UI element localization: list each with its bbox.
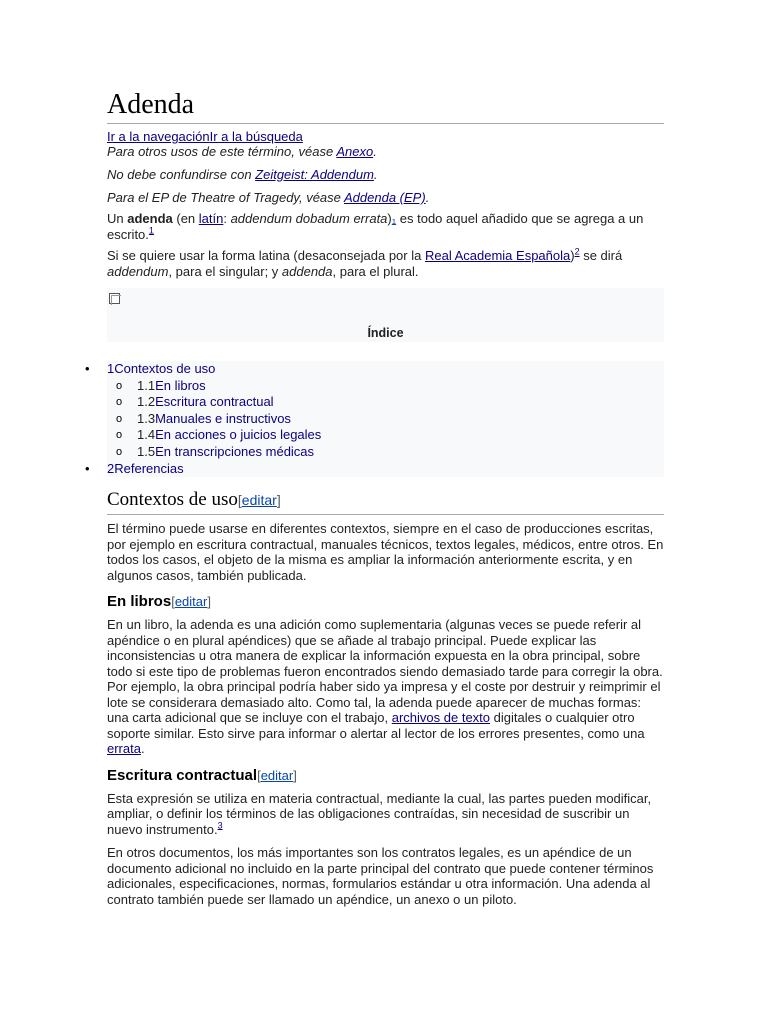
text: , para el singular; y [168,263,282,279]
hatnote-link-anexo[interactable]: Anexo [336,144,374,159]
toc-item-acciones[interactable] [107,427,664,444]
hatnote-link-zeitgeist[interactable]: Zeitgeist: Addendum [255,167,374,182]
libros-paragraph [107,617,664,757]
text: : [223,211,231,226]
text: . [140,741,145,757]
hatnote-text: . [373,167,378,182]
toc-label: En libros [155,377,206,393]
contractual-paragraph-2: En otros documentos, los más importantes son los contratos legales, es un apéndice de un documento adicional no incluido en la parte principal del contrato que puede contener términos adicionales, especificaciones, normas, formularios estándar u otra información. Una adenda al contrato también puede ser llamado un apéndice, un anexo o un piloto. [107,845,654,907]
toc-label: Referencias [114,460,184,476]
hatnote-link-addenda-ep[interactable]: Addenda (EP) [344,190,426,205]
text: ) [387,211,392,226]
heading-text: En libros [107,593,172,611]
text: Un [107,211,128,226]
jump-links [107,129,664,144]
text: digitales o cualquier otro soporte similar. Esto sirve para informar o alertar al lector de los errores presentes, como una [107,710,645,741]
italic-term: addenda [281,263,333,279]
edit-link[interactable]: editar [174,594,208,610]
reference-2[interactable]: 2 [574,246,580,257]
text: se dirá [579,248,623,263]
hatnote-confusion [107,167,664,182]
term-bold: adenda [127,211,173,226]
section-heading-contractual [107,767,664,785]
hatnote-text: . [425,190,430,205]
link-archivos-de-texto[interactable]: archivos de texto [391,710,491,726]
toc-label: Manuales e instructivos [155,410,291,426]
toc-item-transcripciones[interactable] [107,444,664,461]
toc-number: 2 [107,460,115,476]
section-heading-libros [107,593,664,611]
jump-to-navigation-link[interactable]: Ir a la navegación [107,129,210,144]
latin-term: addendum dobadum errata [230,211,388,226]
toc-label: Escritura contractual [155,394,274,410]
edit-section-link: [editar] [237,492,281,509]
heading-text: Escritura contractual [107,766,258,784]
intro-paragraph-1 [107,211,664,242]
toc-label: Contextos de uso [114,361,216,376]
toc-number: 1.4 [137,427,156,443]
text: Esta expresión se utiliza en materia contractual, mediante la cual, las partes pueden modificar, ampliar, o definir los términos de las obligaciones contraídas, sin necesidad de suscribir un nuevo instrumento. [107,790,652,837]
italic-term: addendum [107,263,169,279]
toc-item-manuales[interactable] [107,411,664,428]
jump-to-search-link[interactable]: Ir a la búsqueda [209,129,303,144]
toc-number: 1.2 [137,394,156,410]
hatnote-ep [107,190,664,205]
hatnote-other-uses [107,144,664,159]
text: ) [570,248,575,263]
toc-title: Índice [367,326,404,340]
toc-number: 1 [107,361,115,376]
link-errata[interactable]: errata [107,741,141,757]
toc-list [107,361,664,477]
text: , para el plural. [332,263,419,279]
toc-label: En transcripciones médicas [155,443,315,459]
edit-section-link: [editar] [171,594,211,610]
toc-label: En acciones o juicios legales [155,427,322,443]
hatnote-text: Para el EP de Theatre of Tragedy, véase [107,190,345,205]
edit-section-link: [editar] [257,767,297,783]
reference-3[interactable]: 3 [217,820,223,831]
text: es todo aquel añadido que se agrega a un escrito. [107,211,644,242]
toc-toggle-checkbox[interactable] [109,293,120,304]
edit-link[interactable]: editar [241,492,277,509]
hatnote-text: . [373,144,377,159]
text: (en [172,211,199,226]
toc-number: 1.3 [137,410,156,426]
toc-header [107,288,664,342]
toc-item-referencias[interactable] [107,461,664,478]
contractual-paragraph-1 [107,791,664,838]
footnote-mark[interactable]: ₁ [391,211,397,226]
toc-number: 1.1 [137,377,156,393]
link-latin[interactable]: latín [198,211,224,226]
hatnote-text: Para otros usos de este término, véase [107,144,337,159]
section-heading-contextos [107,489,664,515]
text: Si se quiere usar la forma latina (desaconsejada por la [107,248,425,263]
edit-link[interactable]: editar [260,767,294,783]
toc-item-contextos[interactable] [107,361,664,378]
text: En un libro, la adenda es una adición como suplementaria (algunas veces se puede referir al apéndice o en plural apéndices) que se añade al trabajo principal. Puede explicar las inconsistencias u otra manera de explicar la información expuesta en la obra principal, sobre todo si este tipo de problemas fueron encontrados siendo demasiado tarde para corregir la obra. Por ejemplo, la obra principal podría haber sido ya impresa y el coste por destruir y reimprimir el lote se considerara demasiado alto. Como tal, la adenda puede aparecer de muchas formas: una carta adicional que se incluye con el trabajo, [107,617,663,726]
contextos-paragraph: El término puede usarse en diferentes contextos, siempre en el caso de producciones escritas, por ejemplo en escritura contractual, manuales técnicos, textos legales, médicos, entre otros. En todos los casos, el objeto de la misma es ampliar la información anteriormente escrita, y en algunos casos, también publicada. [107,521,664,583]
reference-1[interactable]: 1 [148,225,154,236]
intro-paragraph-2 [107,248,664,279]
link-rae[interactable]: Real Academia Española [424,248,571,263]
toc-item-contractual[interactable] [107,394,664,411]
heading-text: Contextos de uso [107,489,238,511]
page-title: Adenda [107,88,664,124]
toc-item-libros[interactable] [107,378,664,395]
toc-number: 1.5 [137,443,156,459]
article [107,88,664,907]
hatnote-text: No debe confundirse con [107,167,256,182]
